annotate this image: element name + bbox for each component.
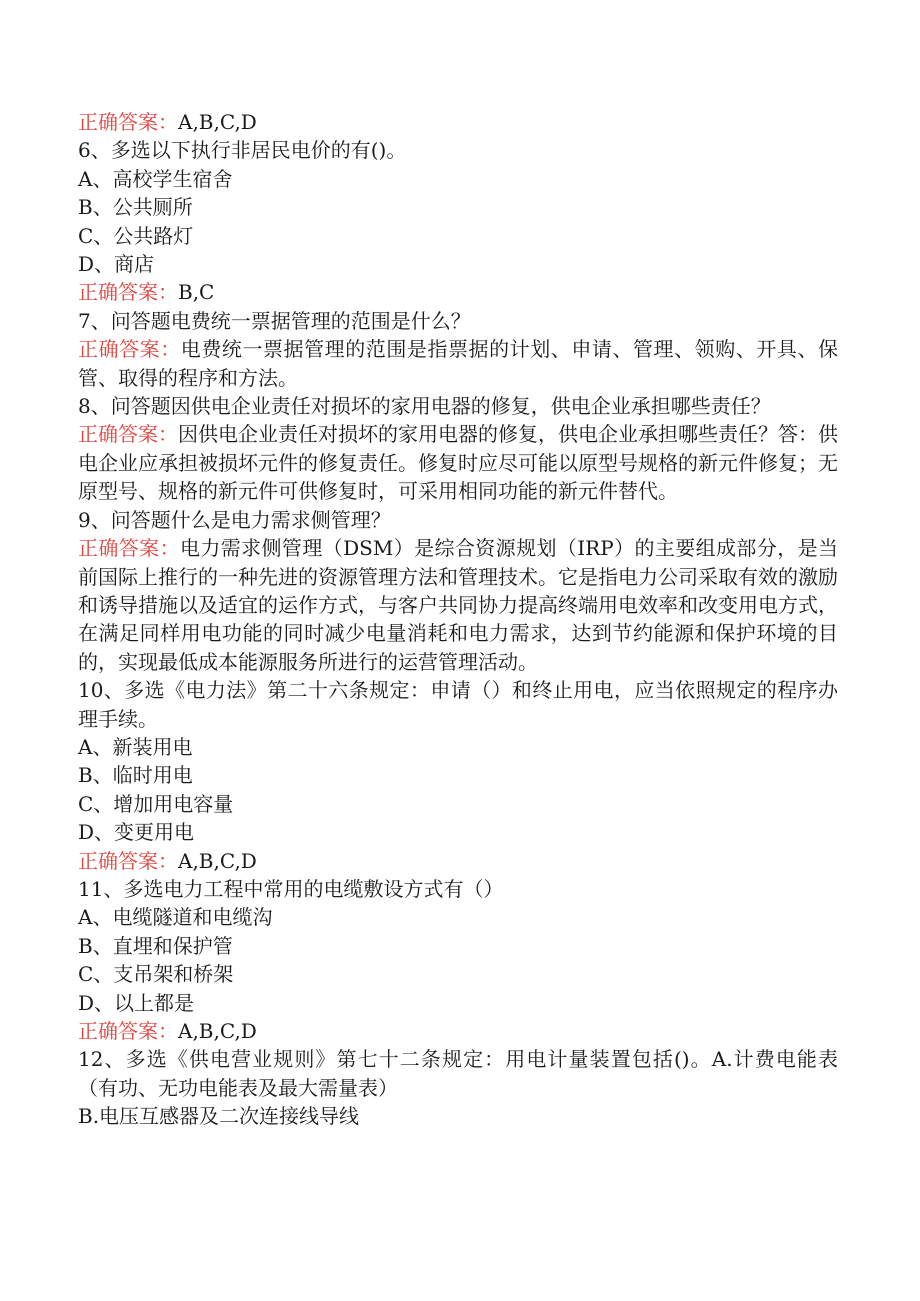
answer-line xyxy=(78,278,838,306)
answer-label: 正确答案： xyxy=(78,848,178,873)
answer-line xyxy=(78,108,838,136)
answer-label: 正确答案： xyxy=(78,337,181,362)
answer-label: 正确答案： xyxy=(78,1019,178,1043)
question-text: 11、多选电力工程中常用的电缆敷设方式有（） xyxy=(78,876,504,901)
option-text: D、商店 xyxy=(78,252,155,277)
option-text: B、临时用电 xyxy=(78,763,193,788)
answer-text: A,B,C,D xyxy=(178,110,257,134)
answer-text: A,B,C,D xyxy=(178,848,257,873)
answer-text: 电费统一票据管理的范围是指票据的计划、申请、管理、领购、开具、保管、取得的程序和方法。 xyxy=(78,337,839,390)
option-text: A、电缆隧道和电缆沟 xyxy=(78,905,273,930)
question-text: 12、多选《供电营业规则》第七十二条规定：用电计量装置包括()。A.计费电能表（有功、无功电能表及最大需量表） xyxy=(78,1047,838,1100)
answer-text: 电力需求侧管理（DSM）是综合资源规划（IRP）的主要组成部分，是当前国际上推行的一种先进的资源管理方法和管理技术。它是指电力公司采取有效的激励和诱导措施以及适宜的运作方式，与客户共同协力提高终端用电效率和改变用电方式，在满足同样用电功能的同时减少电量消耗和电力需求，达到节约能源和保护环境的目的，实现最低成本能源服务所进行的运营管理活动。 xyxy=(78,536,838,674)
answer-text: A,B,C,D xyxy=(178,1019,257,1043)
answer-label: 正确答案： xyxy=(78,422,178,447)
question-text: 10、多选《电力法》第二十六条规定：申请（）和终止用电，应当依照规定的程序办理手续。 xyxy=(78,678,838,731)
answer-label: 正确答案： xyxy=(78,280,178,305)
question-text: 8、问答题因供电企业责任对损坏的家用电器的修复，供电企业承担哪些责任？ xyxy=(78,394,771,419)
option-text: A、新装用电 xyxy=(78,734,193,759)
option-text: A、高校学生宿舍 xyxy=(78,166,233,191)
answer-line xyxy=(78,1017,838,1045)
option-text: B.电压互感器及二次连接线导线 xyxy=(78,1104,360,1129)
document-page xyxy=(78,108,838,1131)
option-text: D、变更用电 xyxy=(78,820,195,845)
answer-label: 正确答案： xyxy=(78,536,180,561)
question-text: 6、多选以下执行非居民电价的有()。 xyxy=(78,138,407,163)
question-text: 9、问答题什么是电力需求侧管理？ xyxy=(78,507,391,532)
answer-line xyxy=(78,847,838,875)
answer-label: 正确答案： xyxy=(78,110,178,134)
option-text: C、增加用电容量 xyxy=(78,791,234,816)
answer-line xyxy=(78,335,838,392)
option-text: C、公共路灯 xyxy=(78,223,194,248)
option-text: B、直埋和保护管 xyxy=(78,933,233,958)
answer-text: B,C xyxy=(178,280,215,305)
option-text: D、以上都是 xyxy=(78,990,195,1015)
answer-line xyxy=(78,420,838,505)
answer-text: 因供电企业责任对损坏的家用电器的修复，供电企业承担哪些责任？答：供电企业应承担被损坏元件的修复责任。修复时应尽可能以原型号规格的新元件修复；无原型号、规格的新元件可供修复时，可采用相同功能的新元件替代。 xyxy=(78,422,838,504)
option-text: B、公共厕所 xyxy=(78,195,193,220)
answer-line xyxy=(78,534,838,676)
option-text: C、支吊架和桥架 xyxy=(78,962,234,987)
question-text: 7、问答题电费统一票据管理的范围是什么？ xyxy=(78,308,471,333)
